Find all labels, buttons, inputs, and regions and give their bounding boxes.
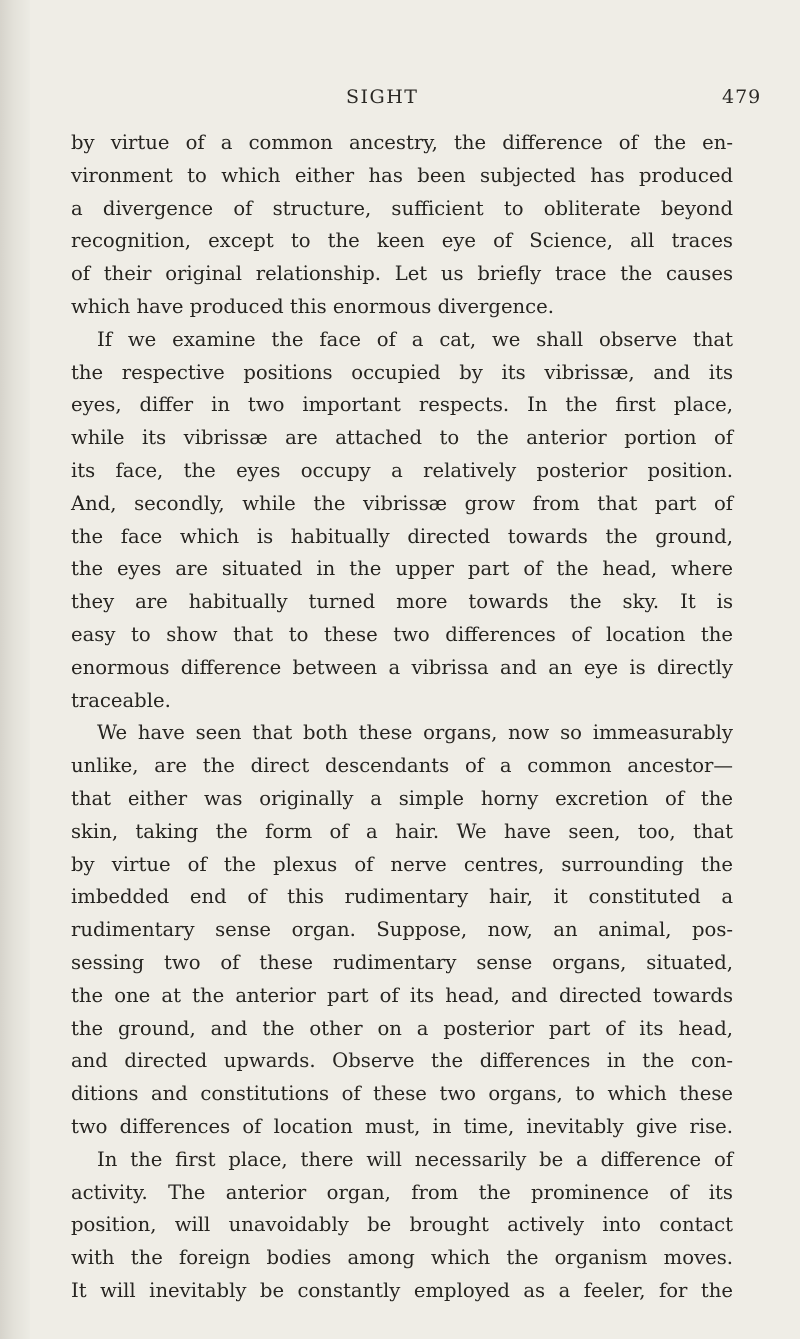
text-line: by virtue of the plexus of nerve centres, surrounding the <box>71 852 733 876</box>
text-line: the one at the anterior part of its head, and directed towards <box>71 983 733 1007</box>
text-line: with the foreign bodies among which the organism moves. <box>71 1246 733 1270</box>
text-line: a divergence of structure, sufficient to obliterate beyond <box>71 196 733 220</box>
text-line: activity. The anterior organ, from the prominence of its <box>71 1180 733 1204</box>
paragraph-first-line: If we examine the face of a cat, we shall observe that <box>97 327 733 351</box>
text-line: the ground, and the other on a posterior part of its head, <box>71 1016 733 1040</box>
text-line: easy to show that to these two differences of location the <box>71 622 733 646</box>
text-line: vironment to which either has been subjected has produced <box>71 163 733 187</box>
text-line: traceable. <box>71 688 171 712</box>
text-line: ditions and constitutions of these two organs, to which these <box>71 1082 733 1106</box>
text-line: two differences of location must, in time, inevitably give rise. <box>71 1114 733 1138</box>
text-line: skin, taking the form of a hair. We have seen, too, that <box>71 819 733 843</box>
text-line: sessing two of these rudimentary sense organs, situated, <box>71 950 733 974</box>
text-line: by virtue of a common ancestry, the difference of the en- <box>71 131 733 154</box>
text-line: the eyes are situated in the upper part of the head, where <box>71 557 733 581</box>
text-line: eyes, differ in two important respects. In the first place, <box>71 393 733 417</box>
page-header <box>0 86 800 116</box>
text-line: It will inevitably be constantly employed as a feeler, for the <box>71 1278 733 1302</box>
text-line: rudimentary sense organ. Suppose, now, an animal, pos- <box>71 918 733 942</box>
text-line: of their original relationship. Let us briefly trace the causes <box>71 262 733 286</box>
text-line: the face which is habitually directed towards the ground, <box>71 524 733 548</box>
text-line: and directed upwards. Observe the differences in the con- <box>71 1049 733 1073</box>
text-line: its face, the eyes occupy a relatively posterior position. <box>71 458 733 482</box>
text-line: that either was originally a simple horny excretion of the <box>71 786 733 810</box>
paragraph-first-line: In the first place, there will necessarily be a difference of <box>97 1147 733 1171</box>
running-title: SIGHT <box>346 86 419 108</box>
paragraph-first-line: We have seen that both these organs, now so immeasurably <box>97 721 733 745</box>
text-line: the respective positions occupied by its vibrissæ, and its <box>71 360 733 384</box>
text-line: they are habitually turned more towards the sky. It is <box>71 590 733 614</box>
text-line: imbedded end of this rudimentary hair, it constituted a <box>71 885 733 909</box>
text-line: which have produced this enormous divergence. <box>71 294 554 318</box>
text-line: enormous difference between a vibrissa and an eye is directly <box>71 655 733 679</box>
text-line: unlike, are the direct descendants of a common ancestor— <box>71 754 733 778</box>
page-number: 479 <box>722 86 762 108</box>
text-line: while its vibrissæ are attached to the anterior portion of <box>71 426 733 450</box>
text-line: recognition, except to the keen eye of Science, all traces <box>71 229 733 253</box>
body-text <box>71 127 733 1308</box>
text-line: And, secondly, while the vibrissæ grow from that part of <box>71 491 733 515</box>
text-line: position, will unavoidably be brought actively into contact <box>71 1213 733 1237</box>
